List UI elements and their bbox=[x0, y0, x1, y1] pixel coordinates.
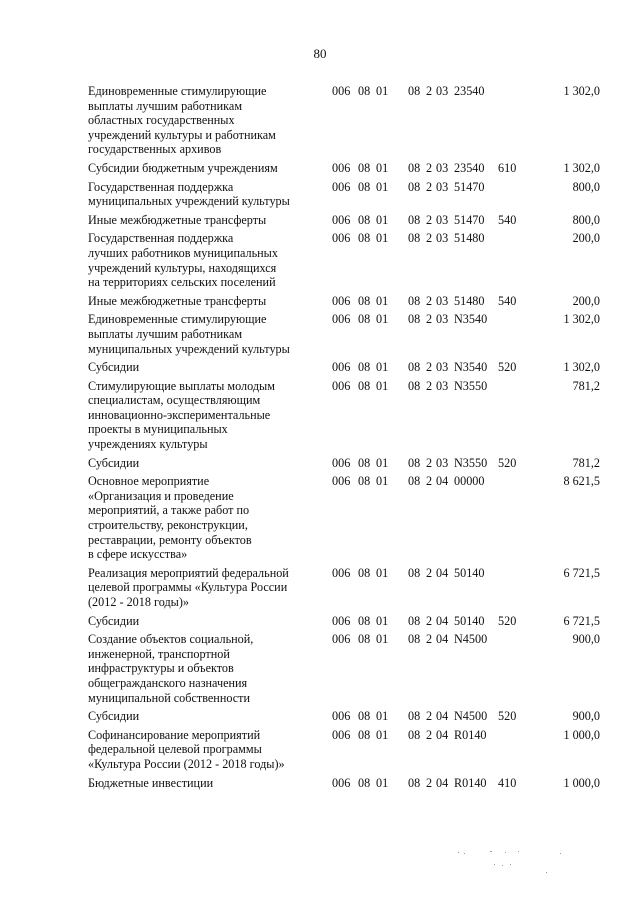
amount: 8 621,5 bbox=[563, 474, 600, 489]
subprogram-code: 2 bbox=[426, 160, 433, 175]
ved-code: 006 bbox=[332, 474, 351, 489]
subprogram-code: 2 bbox=[426, 455, 433, 470]
subprogram-code: 2 bbox=[426, 775, 433, 790]
direction-code: 51480 bbox=[454, 293, 485, 308]
direction-code: N3540 bbox=[454, 360, 488, 375]
table-row bbox=[88, 180, 600, 209]
ved-code: 006 bbox=[332, 775, 351, 790]
subprogram-code: 2 bbox=[426, 378, 433, 393]
section-code: 08 bbox=[358, 212, 371, 227]
direction-code: 23540 bbox=[454, 84, 485, 98]
table-row bbox=[88, 709, 600, 724]
direction-code: R0140 bbox=[454, 727, 487, 742]
ved-code: 006 bbox=[332, 160, 351, 175]
activity-code: 03 bbox=[436, 160, 449, 175]
program-code: 08 bbox=[408, 231, 421, 246]
table-row bbox=[88, 84, 600, 157]
table-row bbox=[88, 632, 600, 705]
program-code: 08 bbox=[408, 775, 421, 790]
subprogram-code: 2 bbox=[426, 727, 433, 742]
row-description: Субсидии bbox=[88, 360, 140, 375]
activity-code: 03 bbox=[436, 293, 449, 308]
program-code: 08 bbox=[408, 474, 421, 489]
activity-code: 04 bbox=[436, 474, 449, 489]
program-code: 08 bbox=[408, 632, 421, 647]
amount: 1 302,0 bbox=[563, 160, 600, 175]
table-row bbox=[88, 213, 600, 228]
table-row bbox=[88, 161, 600, 176]
expense-type-code: 540 bbox=[498, 212, 517, 227]
direction-code: 51480 bbox=[454, 231, 485, 246]
section-code: 08 bbox=[358, 293, 371, 308]
subsection-code: 01 bbox=[376, 613, 389, 628]
expense-type-code: 540 bbox=[498, 293, 517, 308]
direction-code: N4500 bbox=[454, 632, 488, 647]
amount: 6 721,5 bbox=[563, 613, 600, 628]
subsection-code: 01 bbox=[376, 312, 389, 327]
program-code: 08 bbox=[408, 360, 421, 375]
section-code: 08 bbox=[358, 179, 371, 194]
subprogram-code: 2 bbox=[426, 179, 433, 194]
activity-code: 04 bbox=[436, 632, 449, 647]
table-row bbox=[88, 474, 600, 562]
expense-type-code: 520 bbox=[498, 455, 517, 470]
activity-code: 04 bbox=[436, 727, 449, 742]
direction-code: 51470 bbox=[454, 212, 485, 227]
subsection-code: 01 bbox=[376, 378, 389, 393]
table-row bbox=[88, 456, 600, 471]
ved-code: 006 bbox=[332, 378, 351, 393]
activity-code: 04 bbox=[436, 775, 449, 790]
subprogram-code: 2 bbox=[426, 312, 433, 327]
row-description: Единовременные стимулирующие выплаты лучшим работникам муниципальных учреждений культуры bbox=[88, 312, 290, 356]
direction-code: 50140 bbox=[454, 613, 485, 628]
activity-code: 04 bbox=[436, 709, 449, 724]
table-row bbox=[88, 231, 600, 289]
subsection-code: 01 bbox=[376, 775, 389, 790]
row-description: Реализация мероприятий федеральной целевой программы «Культура России (2012 - 2018 годы)» bbox=[88, 565, 289, 609]
subprogram-code: 2 bbox=[426, 212, 433, 227]
program-code: 08 bbox=[408, 378, 421, 393]
program-code: 08 bbox=[408, 565, 421, 580]
amount: 200,0 bbox=[572, 293, 600, 308]
subsection-code: 01 bbox=[376, 293, 389, 308]
subprogram-code: 2 bbox=[426, 613, 433, 628]
row-description: Государственная поддержка лучших работников муниципальных учреждений культуры, находящихся на территориях сельских поселений bbox=[88, 231, 278, 290]
amount: 781,2 bbox=[572, 455, 600, 470]
subprogram-code: 2 bbox=[426, 474, 433, 489]
subprogram-code: 2 bbox=[426, 709, 433, 724]
row-description: Субсидии bbox=[88, 709, 140, 724]
ved-code: 006 bbox=[332, 312, 351, 327]
subsection-code: 01 bbox=[376, 179, 389, 194]
amount: 1 302,0 bbox=[563, 360, 600, 375]
activity-code: 03 bbox=[436, 212, 449, 227]
section-code: 08 bbox=[358, 160, 371, 175]
section-code: 08 bbox=[358, 231, 371, 246]
section-code: 08 bbox=[358, 727, 371, 742]
ved-code: 006 bbox=[332, 613, 351, 628]
subprogram-code: 2 bbox=[426, 231, 433, 246]
direction-code: 23540 bbox=[454, 160, 485, 175]
section-code: 08 bbox=[358, 775, 371, 790]
row-description: Софинансирование мероприятий федеральной целевой программы «Культура России (2012 - 2018 годы)» bbox=[88, 727, 285, 771]
table-row bbox=[88, 294, 600, 309]
amount: 900,0 bbox=[572, 709, 600, 724]
row-description: Субсидии бюджетным учреждениям bbox=[88, 160, 278, 175]
amount: 800,0 bbox=[572, 212, 600, 227]
section-code: 08 bbox=[358, 565, 371, 580]
ved-code: 006 bbox=[332, 293, 351, 308]
activity-code: 03 bbox=[436, 378, 449, 393]
section-code: 08 bbox=[358, 360, 371, 375]
activity-code: 04 bbox=[436, 613, 449, 628]
amount: 200,0 bbox=[572, 231, 600, 246]
section-code: 08 bbox=[358, 312, 371, 327]
amount: 6 721,5 bbox=[563, 565, 600, 580]
program-code: 08 bbox=[408, 709, 421, 724]
amount: 1 000,0 bbox=[563, 727, 600, 742]
table-row bbox=[88, 379, 600, 452]
row-description: Создание объектов социальной, инженерной, транспортной инфраструктуры и объектов общегражданского назначения муниципальной собственности bbox=[88, 632, 254, 705]
subsection-code: 01 bbox=[376, 455, 389, 470]
ved-code: 006 bbox=[332, 84, 351, 98]
activity-code: 03 bbox=[436, 84, 449, 98]
activity-code: 03 bbox=[436, 455, 449, 470]
table-row bbox=[88, 312, 600, 356]
direction-code: 00000 bbox=[454, 474, 485, 489]
amount: 1 302,0 bbox=[563, 312, 600, 327]
program-code: 08 bbox=[408, 179, 421, 194]
table-row bbox=[88, 360, 600, 375]
direction-code: N4500 bbox=[454, 709, 488, 724]
expense-type-code: 410 bbox=[498, 775, 517, 790]
program-code: 08 bbox=[408, 293, 421, 308]
row-description: Субсидии bbox=[88, 613, 140, 628]
ved-code: 006 bbox=[332, 179, 351, 194]
row-description: Единовременные стимулирующие выплаты лучшим работникам областных государственных учреждений культуры и работникам государственных архивов bbox=[88, 84, 276, 157]
direction-code: 50140 bbox=[454, 565, 485, 580]
section-code: 08 bbox=[358, 378, 371, 393]
subsection-code: 01 bbox=[376, 212, 389, 227]
program-code: 08 bbox=[408, 613, 421, 628]
subsection-code: 01 bbox=[376, 709, 389, 724]
amount: 1 302,0 bbox=[563, 84, 600, 98]
ved-code: 006 bbox=[332, 231, 351, 246]
expense-type-code: 520 bbox=[498, 360, 517, 375]
row-description: Стимулирующие выплаты молодым специалистам, осуществляющим инновационно-экспериментальные проекты в муниципальных учреждениях культуры bbox=[88, 378, 275, 452]
ved-code: 006 bbox=[332, 727, 351, 742]
ved-code: 006 bbox=[332, 212, 351, 227]
section-code: 08 bbox=[358, 84, 371, 98]
program-code: 08 bbox=[408, 84, 421, 98]
program-code: 08 bbox=[408, 455, 421, 470]
subsection-code: 01 bbox=[376, 160, 389, 175]
scan-marks bbox=[450, 848, 590, 878]
subsection-code: 01 bbox=[376, 231, 389, 246]
table-row bbox=[88, 614, 600, 629]
row-description: Государственная поддержка муниципальных учреждений культуры bbox=[88, 179, 290, 209]
activity-code: 03 bbox=[436, 231, 449, 246]
table-row bbox=[88, 776, 600, 791]
section-code: 08 bbox=[358, 474, 371, 489]
direction-code: N3550 bbox=[454, 455, 488, 470]
subsection-code: 01 bbox=[376, 727, 389, 742]
program-code: 08 bbox=[408, 312, 421, 327]
table-row bbox=[88, 728, 600, 772]
amount: 1 000,0 bbox=[563, 775, 600, 790]
section-code: 08 bbox=[358, 632, 371, 647]
direction-code: 51470 bbox=[454, 179, 485, 194]
subprogram-code: 2 bbox=[426, 293, 433, 308]
row-description: Бюджетные инвестиции bbox=[88, 775, 214, 790]
subprogram-code: 2 bbox=[426, 360, 433, 375]
expense-type-code: 520 bbox=[498, 709, 517, 724]
ved-code: 006 bbox=[332, 565, 351, 580]
program-code: 08 bbox=[408, 727, 421, 742]
section-code: 08 bbox=[358, 613, 371, 628]
expense-type-code: 610 bbox=[498, 160, 517, 175]
ved-code: 006 bbox=[332, 632, 351, 647]
table-row bbox=[88, 566, 600, 610]
section-code: 08 bbox=[358, 455, 371, 470]
subsection-code: 01 bbox=[376, 474, 389, 489]
direction-code: N3550 bbox=[454, 378, 488, 393]
activity-code: 03 bbox=[436, 360, 449, 375]
row-description: Основное мероприятие «Организация и проведение мероприятий, а также работ по строительству, реконструкции, реставрации, ремонту объектов в сфере искусства» bbox=[88, 474, 252, 562]
expense-type-code: 520 bbox=[498, 613, 517, 628]
amount: 900,0 bbox=[572, 632, 600, 647]
direction-code: R0140 bbox=[454, 775, 487, 790]
amount: 800,0 bbox=[572, 179, 600, 194]
row-description: Субсидии bbox=[88, 455, 140, 470]
subsection-code: 01 bbox=[376, 360, 389, 375]
subprogram-code: 2 bbox=[426, 565, 433, 580]
budget-table bbox=[88, 84, 600, 794]
ved-code: 006 bbox=[332, 360, 351, 375]
subsection-code: 01 bbox=[376, 565, 389, 580]
section-code: 08 bbox=[358, 709, 371, 724]
subsection-code: 01 bbox=[376, 632, 389, 647]
amount: 781,2 bbox=[572, 378, 600, 393]
subprogram-code: 2 bbox=[426, 84, 433, 98]
ved-code: 006 bbox=[332, 709, 351, 724]
row-description: Иные межбюджетные трансферты bbox=[88, 293, 267, 308]
activity-code: 03 bbox=[436, 312, 449, 327]
subsection-code: 01 bbox=[376, 84, 389, 98]
ved-code: 006 bbox=[332, 455, 351, 470]
direction-code: N3540 bbox=[454, 312, 488, 327]
activity-code: 03 bbox=[436, 179, 449, 194]
subprogram-code: 2 bbox=[426, 632, 433, 647]
activity-code: 04 bbox=[436, 565, 449, 580]
row-description: Иные межбюджетные трансферты bbox=[88, 212, 267, 227]
program-code: 08 bbox=[408, 160, 421, 175]
program-code: 08 bbox=[408, 212, 421, 227]
page-number: 80 bbox=[313, 46, 327, 61]
